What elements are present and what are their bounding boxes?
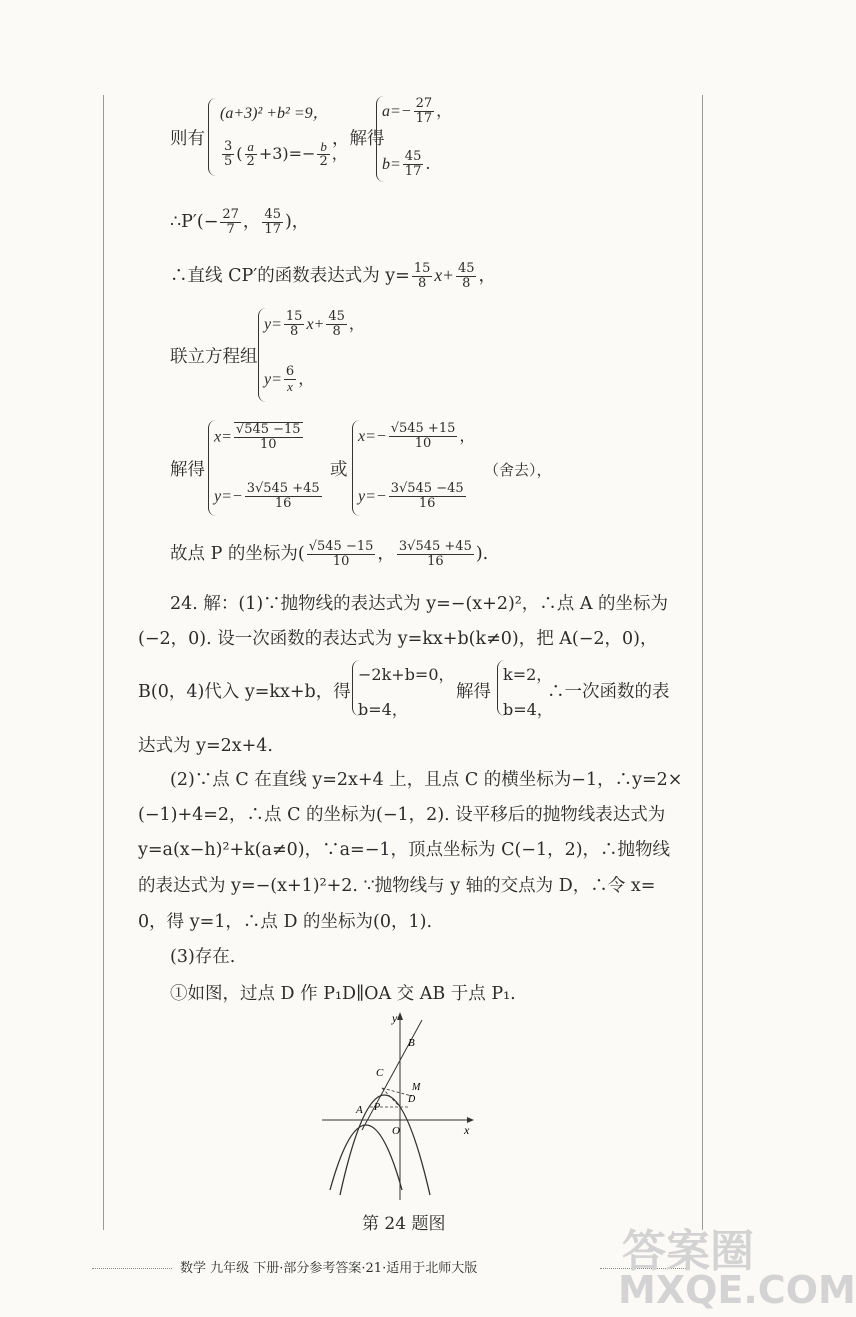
watermark-url: MXQE.COM	[618, 1268, 856, 1312]
p2-line2: (−1)+4=2，∴点 C 的坐标为(−1，2). 设平移后的抛物线表达式为	[138, 805, 666, 825]
right-margin-line	[702, 95, 703, 1230]
fig-label-y: y	[392, 1011, 398, 1025]
figure-24	[322, 1010, 482, 1200]
watermark-logo: 答案圈	[622, 1226, 754, 1277]
text-jiede1: ，解得	[332, 129, 385, 149]
text-sheqv: （舍去），	[484, 461, 552, 479]
p3-line1: ①如图，过点 D 作 P₁D∥OA 交 AB 于点 P₁.	[170, 984, 516, 1004]
p24-line3c: ∴一次函数的表	[547, 682, 670, 702]
p24-sol-eq2: b=4，	[503, 700, 553, 719]
sys1-eq2: $\frac{3}{5}$ ( $\frac{a}{2}$ +3)=− $\frac{b}{2}$ ，	[224, 139, 348, 169]
brace-sys1	[208, 98, 217, 176]
footer-text: 数学 九年级 下册·部分参考答案·21·适用于北师大版	[180, 1261, 478, 1276]
sys1-eq1: (a+3)² +b² =9，	[220, 105, 329, 122]
p24-sys-eq2: b=4，	[358, 700, 408, 719]
text-gu: 故点 P 的坐标为( $\frac{√545 -15}{10}$ ， $\frac{3√545 +45}{16}$ ).	[170, 539, 489, 569]
p2-line3: y=a(x−h)²+k(a≠0)，∵a=−1，顶点坐标为 C(−1，2)，∴抛物线	[138, 840, 671, 860]
p24-line1: 24. 解：(1)∵抛物线的表达式为 y=−(x+2)²，∴点 A 的坐标为	[170, 594, 669, 614]
p24-sys-eq1: −2k+b=0，	[358, 665, 455, 684]
fig-label-C: C	[376, 1067, 384, 1079]
fig-label-P: P	[374, 1102, 381, 1113]
fig-label-B: B	[408, 1037, 415, 1049]
p24-line4: 达式为 y=2x+4.	[138, 736, 273, 756]
text-lianli: 联立方程组	[170, 347, 258, 367]
text-huo: 或	[330, 460, 348, 480]
fig-label-O: O	[392, 1125, 400, 1137]
text-pprime: ∴P′(− $\frac{27}{7}$ ， $\frac{45}{17}$ )，	[170, 207, 310, 237]
fig-label-M: M	[412, 1082, 421, 1093]
left-margin-line	[103, 95, 104, 1230]
p2-line5: 0，得 y=1，∴点 D 的坐标为(0，1).	[138, 912, 433, 932]
p2-line1: (2)∵点 C 在直线 y=2x+4 上，且点 C 的横坐标为−1，∴y=2×	[170, 770, 683, 790]
text-zeyou: 则有	[170, 129, 205, 149]
sol2-x1: x= $\frac{√545 -15}{10}$	[214, 422, 301, 452]
sys2-eq1: y= $\frac{15}{8}$ x+ $\frac{45}{8}$ ，	[264, 309, 365, 339]
p24-line3a: B(0，4)代入 y=kx+b，得	[138, 682, 351, 702]
p2-line4: 的表达式为 y=−(x+1)²+2. ∵抛物线与 y 轴的交点为 D，∴令 x=	[138, 876, 656, 896]
footer-dotted-left	[92, 1268, 172, 1269]
text-jiede2: 解得	[170, 460, 205, 480]
fig-label-A: A	[356, 1104, 363, 1116]
text-cp-line: ∴直线 CP′的函数表达式为 y= $\frac{15}{8}$ x+ $\frac{45}{8}$ ，	[170, 261, 496, 291]
sol1-a: a=− $\frac{27}{17}$ ，	[382, 96, 453, 126]
fig-label-D: D	[408, 1094, 416, 1105]
fig-label-x: x	[464, 1123, 470, 1137]
p24-line3b: 解得	[456, 682, 491, 702]
sol2-x2: x=− $\frac{√545 +15}{10}$ ，	[358, 421, 476, 451]
p3-line: (3)存在.	[170, 947, 236, 967]
figure-caption: 第 24 题图	[362, 1214, 446, 1234]
p24-sol-eq1: k=2，	[503, 665, 553, 684]
sol2-y1: y=− $\frac{3√545 +45}{16}$	[214, 481, 320, 511]
sys2-eq2: y= $\frac{6}{x}$ ，	[264, 364, 315, 394]
sol2-y2: y=− $\frac{3√545 -45}{16}$	[358, 481, 464, 511]
sol1-b: b= $\frac{45}{17}$ .	[382, 149, 431, 179]
p24-line2: (−2，0). 设一次函数的表达式为 y=kx+b(k≠0)，把 A(−2，0)，	[138, 629, 658, 649]
